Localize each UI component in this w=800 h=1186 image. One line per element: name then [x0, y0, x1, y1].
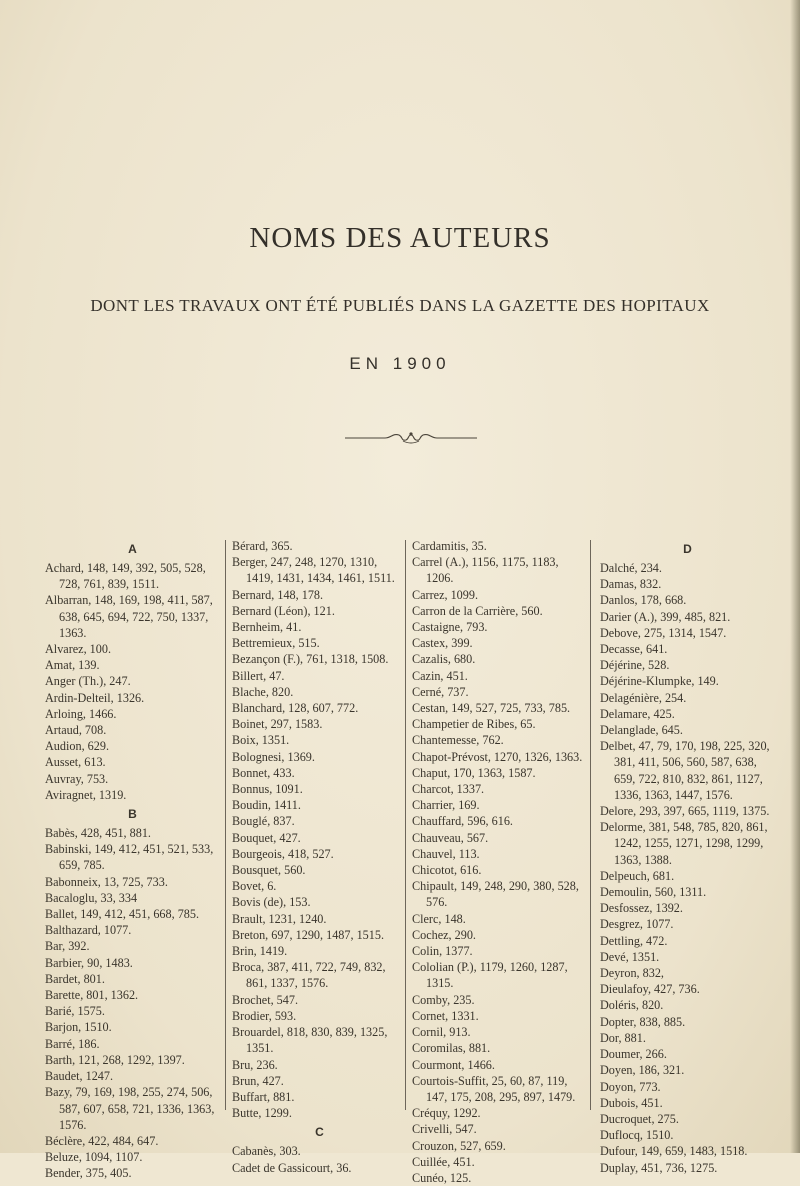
author-entry: Dieulafoy, 427, 736. — [600, 982, 700, 997]
author-entry: Chipault, 149, 248, 290, 380, 528, 576. — [412, 879, 579, 910]
author-entry: Butte, 1299. — [232, 1106, 292, 1121]
author-entry: Bardet, 801. — [45, 971, 105, 986]
author-entry: Chaput, 170, 1363, 1587. — [412, 765, 536, 780]
author-entry: Crouzon, 527, 659. — [412, 1138, 506, 1153]
author-entry: Dor, 881. — [600, 1030, 646, 1045]
author-entry: Beluze, 1094, 1107. — [45, 1150, 143, 1165]
author-entry: Créquy, 1292. — [412, 1106, 481, 1121]
author-entry: Clerc, 148. — [412, 911, 466, 926]
author-entry: Comby, 235. — [412, 992, 475, 1007]
author-entry: Charcot, 1337. — [412, 782, 485, 797]
author-entry: Delpeuch, 681. — [600, 868, 675, 883]
author-entry: Brouardel, 818, 830, 839, 1325, 1351. — [232, 1025, 388, 1056]
author-entry: Castaigne, 793. — [412, 620, 488, 635]
author-entry: Bonnet, 433. — [232, 765, 295, 780]
author-entry: Courmont, 1466. — [412, 1057, 495, 1072]
author-entry: Bérard, 365. — [232, 539, 293, 553]
author-entry: Broca, 387, 411, 722, 749, 832, 861, 1337, 1576. — [232, 960, 386, 991]
author-entry: Cadet de Gassicourt, 36. — [232, 1160, 352, 1175]
author-entry: Cololian (P.), 1179, 1260, 1287, 1315. — [412, 960, 568, 991]
author-entry: Chicotot, 616. — [412, 863, 482, 878]
author-entry: Bolognesi, 1369. — [232, 749, 315, 764]
author-entry: Carron de la Carrière, 560. — [412, 603, 543, 618]
author-entry: Colin, 1377. — [412, 944, 473, 959]
author-entry: Blache, 820. — [232, 684, 294, 699]
author-entry: Babonneix, 13, 725, 733. — [45, 874, 168, 889]
author-entry: Chauffard, 596, 616. — [412, 814, 513, 829]
ornament-divider-icon — [345, 430, 477, 446]
section-letter: B — [128, 807, 137, 822]
author-entry: Aviragnet, 1319. — [45, 787, 127, 802]
author-entry: Barré, 186. — [45, 1036, 100, 1051]
author-entry: Cornet, 1331. — [412, 1008, 479, 1023]
author-entry: Demoulin, 560, 1311. — [600, 885, 707, 900]
author-entry: Bru, 236. — [232, 1057, 278, 1072]
column-divider — [225, 540, 226, 1110]
author-entry: Cunéo, 125. — [412, 1170, 472, 1185]
author-entry: Arloing, 1466. — [45, 706, 117, 721]
page-edge-shadow — [790, 0, 800, 1153]
author-entry: Berger, 247, 248, 1270, 1310, 1419, 1431, 1434, 1461, 1511. — [232, 555, 395, 586]
author-entry: Bazy, 79, 169, 198, 255, 274, 506, 587, 607, 658, 721, 1336, 1363, 1576. — [45, 1085, 215, 1132]
author-entry: Desfossez, 1392. — [600, 901, 683, 916]
author-entry: Chauvel, 113. — [412, 846, 480, 861]
author-entry: Delbet, 47, 79, 170, 198, 225, 320, 381, 411, 506, 560, 587, 638, 659, 722, 810, 832, 861, 1127, 1336, 1363, 1447, 1576. — [600, 739, 770, 802]
author-entry: Cabanès, 303. — [232, 1144, 301, 1159]
author-entry: Bernheim, 41. — [232, 620, 302, 635]
author-entry: Cestan, 149, 527, 725, 733, 785. — [412, 701, 571, 716]
author-entry: Babinski, 149, 412, 451, 521, 533, 659, 785. — [45, 842, 214, 873]
author-entry: Desgrez, 1077. — [600, 917, 674, 932]
author-entry: Doumer, 266. — [600, 1047, 667, 1062]
author-entry: Barié, 1575. — [45, 1004, 105, 1019]
author-entry: Brochet, 547. — [232, 992, 299, 1007]
author-entry: Duflocq, 1510. — [600, 1128, 674, 1143]
column-divider — [590, 540, 591, 1110]
author-entry: Cornil, 913. — [412, 1025, 471, 1040]
author-entry: Anger (Th.), 247. — [45, 674, 131, 689]
author-entry: Brault, 1231, 1240. — [232, 911, 327, 926]
author-entry: Ballet, 149, 412, 451, 668, 785. — [45, 907, 200, 922]
author-entry: Ardin-Delteil, 1326. — [45, 690, 145, 705]
section-letter: A — [128, 542, 137, 556]
author-entry: Dalché, 234. — [600, 561, 662, 575]
author-entry: Ducroquet, 275. — [600, 1111, 679, 1126]
author-entry: Auvray, 753. — [45, 771, 109, 786]
year-heading: EN 1900 — [349, 354, 451, 373]
author-entry: Albarran, 148, 169, 198, 411, 587, 638, 645, 694, 722, 750, 1337, 1363. — [45, 593, 213, 640]
author-column-3 — [412, 538, 587, 1186]
author-entry: Breton, 697, 1290, 1487, 1515. — [232, 927, 384, 942]
author-entry: Artaud, 708. — [45, 723, 107, 738]
author-entry: Chapot-Prévost, 1270, 1326, 1363. — [412, 749, 583, 764]
author-entry: Cazin, 451. — [412, 668, 468, 683]
author-entry: Bousquet, 560. — [232, 863, 306, 878]
author-entry: Chauveau, 567. — [412, 830, 489, 845]
author-entry: Déjérine, 528. — [600, 658, 670, 673]
author-entry: Delorme, 381, 548, 785, 820, 861, 1242, 1255, 1271, 1298, 1299, 1363, 1388. — [600, 820, 768, 867]
author-entry: Coromilas, 881. — [412, 1041, 491, 1056]
author-entry: Delagénière, 254. — [600, 690, 687, 705]
author-entry: Decasse, 641. — [600, 642, 668, 657]
author-column-2 — [232, 538, 407, 1176]
author-entry: Boinet, 297, 1583. — [232, 717, 323, 732]
author-entry: Bettremieux, 515. — [232, 636, 320, 651]
author-entry: Barjon, 1510. — [45, 1020, 112, 1035]
author-entry: Cerné, 737. — [412, 684, 469, 699]
author-entry: Ausset, 613. — [45, 755, 106, 770]
author-entry: Déjérine-Klumpke, 149. — [600, 674, 719, 689]
author-entry: Bouglé, 837. — [232, 814, 295, 829]
author-entry: Dettling, 472. — [600, 933, 668, 948]
author-entry: Bender, 375, 405. — [45, 1166, 132, 1181]
author-entry: Billert, 47. — [232, 668, 285, 683]
author-entry: Bezançon (F.), 761, 1318, 1508. — [232, 652, 389, 667]
author-entry: Alvarez, 100. — [45, 642, 111, 657]
author-entry: Deyron, 832, — [600, 966, 664, 981]
author-entry: Doyon, 773. — [600, 1079, 661, 1094]
author-entry: Castex, 399. — [412, 636, 473, 651]
author-entry: Cuillée, 451. — [412, 1154, 475, 1169]
author-entry: Cazalis, 680. — [412, 652, 476, 667]
author-entry: Brin, 1419. — [232, 944, 288, 959]
author-column-4 — [600, 538, 775, 1176]
author-entry: Chantemesse, 762. — [412, 733, 504, 748]
author-entry: Bernard, 148, 178. — [232, 587, 324, 602]
page-subtitle: DONT LES TRAVAUX ONT ÉTÉ PUBLIÉS DANS LA GAZETTE DES HOPITAUX — [90, 296, 710, 315]
author-entry: Charrier, 169. — [412, 798, 480, 813]
author-entry: Devé, 1351. — [600, 949, 660, 964]
author-entry: Bonnus, 1091. — [232, 782, 303, 797]
author-entry: Bovis (de), 153. — [232, 895, 311, 910]
author-entry: Dopter, 838, 885. — [600, 1014, 686, 1029]
author-entry: Debove, 275, 1314, 1547. — [600, 625, 727, 640]
section-letter: D — [683, 542, 692, 556]
page-title: NOMS DES AUTEURS — [249, 222, 551, 254]
author-entry: Barth, 121, 268, 1292, 1397. — [45, 1052, 185, 1067]
author-entry: Brodier, 593. — [232, 1008, 297, 1023]
author-entry: Cardamitis, 35. — [412, 539, 487, 553]
author-entry: Baudet, 1247. — [45, 1069, 114, 1084]
author-entry: Bernard (Léon), 121. — [232, 603, 335, 618]
author-entry: Champetier de Ribes, 65. — [412, 717, 536, 732]
author-entry: Babès, 428, 451, 881. — [45, 826, 151, 841]
author-entry: Delamare, 425. — [600, 706, 675, 721]
author-entry: Amat, 139. — [45, 658, 100, 673]
author-entry: Bouquet, 427. — [232, 830, 301, 845]
author-entry: Barette, 801, 1362. — [45, 988, 139, 1003]
author-entry: Bovet, 6. — [232, 879, 277, 894]
author-entry: Audion, 629. — [45, 739, 109, 754]
author-entry: Danlos, 178, 668. — [600, 593, 687, 608]
author-entry: Doléris, 820. — [600, 998, 664, 1013]
author-entry: Delore, 293, 397, 665, 1119, 1375. — [600, 804, 770, 819]
author-entry: Carrez, 1099. — [412, 587, 478, 602]
author-entry: Courtois-Suffit, 25, 60, 87, 119, 147, 175, 208, 295, 897, 1479. — [412, 1073, 576, 1104]
author-entry: Doyen, 186, 321. — [600, 1063, 685, 1078]
author-entry: Barbier, 90, 1483. — [45, 955, 133, 970]
author-entry: Bacaloglu, 33, 334 — [45, 890, 138, 905]
author-entry: Dufour, 149, 659, 1483, 1518. — [600, 1144, 748, 1159]
author-entry: Dubois, 451. — [600, 1095, 663, 1110]
author-entry: Darier (A.), 399, 485, 821. — [600, 609, 731, 624]
author-column-1 — [45, 538, 220, 1182]
author-entry: Duplay, 451, 736, 1275. — [600, 1160, 718, 1175]
author-entry: Brun, 427. — [232, 1073, 284, 1088]
author-entry: Buffart, 881. — [232, 1089, 295, 1104]
author-entry: Boix, 1351. — [232, 733, 290, 748]
author-entry: Crivelli, 547. — [412, 1122, 477, 1137]
author-entry: Damas, 832. — [600, 577, 662, 592]
author-entry: Boudin, 1411. — [232, 798, 301, 813]
author-entry: Cochez, 290. — [412, 927, 476, 942]
author-entry: Bourgeois, 418, 527. — [232, 846, 334, 861]
author-entry: Balthazard, 1077. — [45, 923, 132, 938]
author-entry: Achard, 148, 149, 392, 505, 528, 728, 761, 839, 1511. — [45, 561, 206, 592]
author-entry: Carrel (A.), 1156, 1175, 1183, 1206. — [412, 555, 559, 586]
author-entry: Blanchard, 128, 607, 772. — [232, 701, 359, 716]
author-entry: Bar, 392. — [45, 939, 90, 954]
section-letter: C — [315, 1125, 324, 1140]
author-entry: Delanglade, 645. — [600, 723, 683, 738]
author-entry: Béclère, 422, 484, 647. — [45, 1133, 159, 1148]
